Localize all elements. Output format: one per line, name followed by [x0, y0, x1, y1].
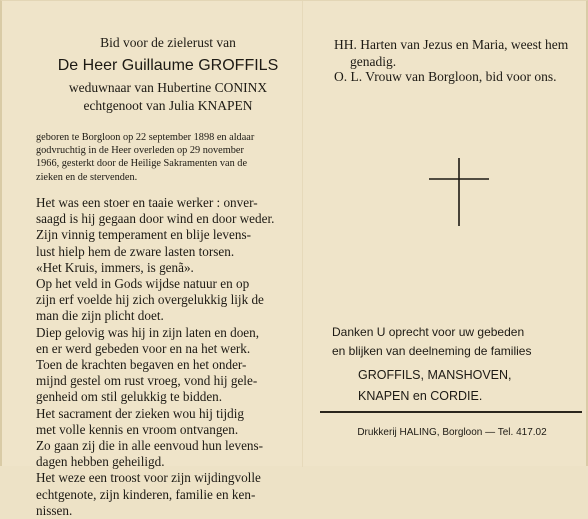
birth-line: godvruchtig in de Heer overleden op 29 november — [36, 145, 244, 157]
printer-imprint: Drukkerij HALING, Borgloon — Tel. 417.02 — [357, 427, 547, 438]
divider — [320, 411, 582, 413]
poem-line: Zijn vinnig temperament en blije levens- — [36, 227, 251, 243]
poem-line: Op het veld in Gods wijdse natuur en op — [36, 276, 250, 292]
poem-line: lust hielp hem de zware lasten torsen. — [36, 243, 235, 259]
poem-line: echtgenote, zijn kinderen, familie en ken- — [36, 486, 256, 502]
poem-line: Het weze een troost voor zijn wijdingvolle — [36, 470, 261, 486]
thanks-line: en blijken van deelneming de families — [332, 344, 532, 358]
poem-line: «Het Kruis, immers, is genã». — [36, 259, 194, 275]
birth-line: zieken en de stervenden. — [36, 171, 138, 183]
poem-line: nissen. — [36, 502, 73, 518]
poem-line: met volle kennis en vroom ontvangen. — [36, 421, 239, 437]
poem-line: en er werd gebeden voor en na het werk. — [36, 340, 251, 356]
prayer-line: HH. Harten van Jezus en Maria, weest hem — [334, 37, 569, 52]
poem-line: man die zijn plicht doet. — [36, 308, 164, 324]
poem-line: zijn erf voelde hij zich overgelukkig lijk de — [36, 292, 264, 308]
poem-line: Zo gaan zij die in alle eenvoud hun levens- — [36, 438, 264, 454]
poem-line: dagen hebben geheiligd. — [36, 454, 165, 470]
prayer-line: genadig. — [350, 53, 397, 69]
prayer-sacred-hearts — [334, 37, 584, 70]
card-fold — [302, 1, 303, 467]
poem-text — [36, 195, 300, 519]
poem-line: Het sacrament der zieken wou hij tijdig — [36, 405, 244, 421]
families-line: KNAPEN en CORDIE. — [358, 389, 483, 403]
prayer-our-lady: O. L. Vrouw van Borgloon, bid voor ons. — [334, 69, 557, 84]
cross-icon — [429, 158, 489, 226]
birth-line: 1966, gesterkt door de Heilige Sakramenten van de — [36, 158, 248, 170]
poem-line: genheid om stil gelukkig te bidden. — [36, 389, 223, 405]
thanks-line: Danken U oprecht voor uw gebeden — [332, 325, 525, 339]
poem-line: saagd is hij gegaan door wind en door weder. — [36, 211, 275, 227]
families-line: GROFFILS, MANSHOVEN, — [358, 368, 512, 382]
spouse-line: echtgenoot van Julia KNAPEN — [83, 98, 253, 113]
widow-line: weduwnaar van Hubertine CONINX — [68, 80, 268, 95]
deceased-name: De Heer Guillaume GROFFILS — [57, 57, 279, 74]
intro-line: Bid voor de zielerust van — [100, 35, 236, 50]
poem-line: Toen de krachten begaven en het onder- — [36, 357, 247, 373]
poem-line: Diep gelovig was hij in zijn laten en doen, — [36, 324, 260, 340]
birth-paragraph — [36, 131, 300, 184]
birth-line: geboren te Borgloon op 22 september 1898 en aldaar — [36, 132, 255, 143]
poem-line: mijnd gestel om rust vroeg, vond hij gele- — [36, 373, 258, 389]
poem-line: Het was een stoer en taaie werker : onver- — [36, 195, 258, 210]
